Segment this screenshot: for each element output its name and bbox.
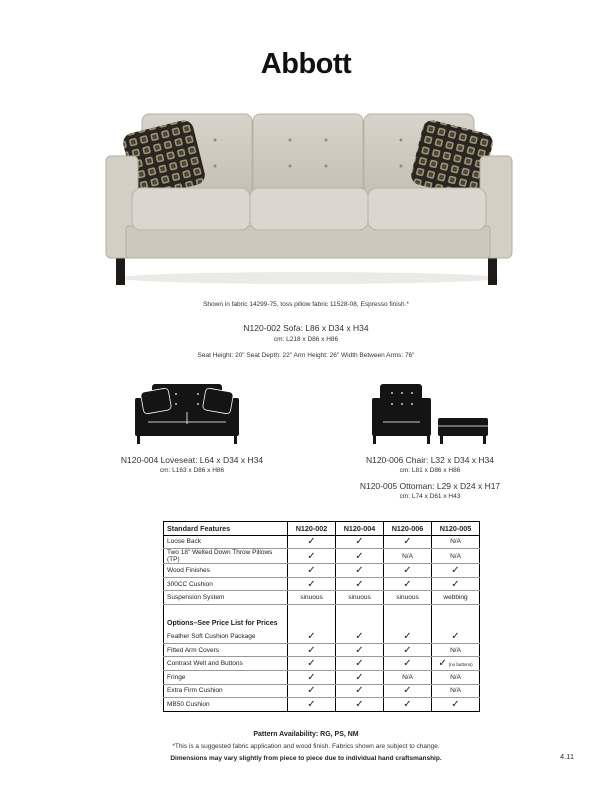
value-cell: ✓: [288, 535, 336, 549]
value-cell: ✓: [288, 698, 336, 712]
value-cell: ✓: [336, 670, 384, 684]
check-mark: ✓: [438, 658, 447, 670]
table-row: [164, 698, 480, 712]
option-label: MB50 Cushion: [164, 698, 288, 712]
feature-label: Wood Finishes: [164, 564, 288, 578]
value-cell: ✓: [336, 577, 384, 591]
value-cell: sinuous: [384, 591, 432, 605]
option-label: Contrast Welt and Buttons: [164, 657, 288, 671]
value-cell: ✓: [384, 684, 432, 698]
feature-label: Loose Back: [164, 535, 288, 549]
value-cell: ✓: [336, 684, 384, 698]
table-row: [164, 630, 480, 643]
value-cell: ✓: [288, 577, 336, 591]
options-title: Options–See Price List for Prices: [164, 618, 288, 631]
value-cell: ✓: [432, 698, 480, 712]
feature-label: Suspension System: [164, 591, 288, 605]
header-n120-002: N120-002: [288, 522, 336, 536]
value-cell: N/A: [432, 684, 480, 698]
table-header: [164, 522, 480, 536]
value-cell: ✓: [288, 630, 336, 643]
loveseat-dimensions: N120-004 Loveseat: L64 x D34 x H34: [120, 455, 264, 465]
loveseat-silhouette: [132, 382, 242, 446]
value-cell: ✓: [432, 630, 480, 643]
dimensions-note: Dimensions may vary slightly from piece to piece due to individual hand craftsmanship.: [170, 755, 442, 762]
value-cell: ✓: [384, 630, 432, 643]
sofa-cm: cm: L218 x D86 x H86: [273, 336, 339, 343]
value-cell: ✓: [288, 564, 336, 578]
pattern-availability: Pattern Availability: RG, PS, NM: [253, 731, 359, 738]
features-table: [163, 521, 480, 712]
value-cell: ✓: [384, 643, 432, 657]
value-cell: ✓: [336, 564, 384, 578]
value-cell: ✓: [336, 643, 384, 657]
table-spacer-row: [164, 604, 480, 617]
value-cell: N/A: [432, 549, 480, 564]
option-label: Fitted Arm Covers: [164, 643, 288, 657]
option-label: Feather Soft Cushion Package: [164, 630, 288, 643]
option-label: Fringe: [164, 670, 288, 684]
value-cell: ✓: [384, 564, 432, 578]
value-cell: ✓: [288, 549, 336, 564]
photo-caption: Shown in fabric 14299-75, toss pillow fabric 11528-08, Espresso finish.*: [203, 301, 409, 308]
value-cell: ✓: [384, 577, 432, 591]
page-number: 4.11: [560, 752, 575, 761]
chair-cm: cm: L81 x D86 x H86: [399, 467, 461, 474]
sofa-dimensions: N120-002 Sofa: L86 x D34 x H34: [243, 323, 369, 333]
value-cell: webbing: [432, 591, 480, 605]
seat-dimensions: Seat Height: 20" Seat Depth: 22" Arm Height: 26" Width Between Arms: 76": [197, 352, 415, 359]
value-cell: N/A: [432, 670, 480, 684]
value-cell: N/A: [384, 549, 432, 564]
chair-ottoman-silhouette: [370, 382, 490, 446]
value-cell: N/A: [432, 535, 480, 549]
value-cell: ✓: [288, 643, 336, 657]
table-row: [164, 684, 480, 698]
page-title: Abbott: [260, 48, 352, 80]
loveseat-cm: cm: L163 x D86 x H86: [159, 467, 225, 474]
sofa-image: [100, 108, 518, 290]
feature-label: 300CC Cushion: [164, 577, 288, 591]
value-cell: ✓: [336, 549, 384, 564]
value-cell: ✓: [384, 698, 432, 712]
value-cell: sinuous: [288, 591, 336, 605]
table-row: [164, 643, 480, 657]
fabric-disclaimer: *This is a suggested fabric application and wood finish. Fabrics shown are subject to change.: [172, 743, 440, 750]
table-row: [164, 549, 480, 564]
option-label: Extra Firm Cushion: [164, 684, 288, 698]
chair-dimensions: N120-006 Chair: L32 x D34 x H34: [365, 455, 495, 465]
table-row: [164, 535, 480, 549]
value-cell: ✓: [336, 535, 384, 549]
value-cell: ✓: [336, 657, 384, 671]
value-cell: ✓: [336, 698, 384, 712]
table-row: [164, 564, 480, 578]
ottoman-dimensions: N120-005 Ottoman: L29 x D24 x H17: [359, 481, 501, 491]
value-cell: ✓: [384, 535, 432, 549]
value-cell: N/A: [384, 670, 432, 684]
feature-label: Two 18" Welted Down Throw Pillows (TP): [164, 549, 288, 564]
value-cell: sinuous: [336, 591, 384, 605]
value-cell: ✓: [288, 670, 336, 684]
table-row: [164, 577, 480, 591]
header-n120-006: N120-006: [384, 522, 432, 536]
table-row: [164, 657, 480, 671]
value-cell: N/A: [432, 643, 480, 657]
value-cell: ✓: [288, 657, 336, 671]
value-cell: ✓: [288, 684, 336, 698]
value-cell: ✓: [336, 630, 384, 643]
header-n120-004: N120-004: [336, 522, 384, 536]
value-cell: ✓: [432, 564, 480, 578]
value-cell: ✓: [384, 657, 432, 671]
ottoman-cm: cm: L74 x D61 x H43: [399, 493, 461, 500]
table-row: [164, 591, 480, 605]
value-cell: ✓: [432, 577, 480, 591]
value-cell: [432, 657, 480, 671]
header-n120-005: N120-005: [432, 522, 480, 536]
options-section-row: [164, 618, 480, 631]
table-row: [164, 670, 480, 684]
header-standard-features: Standard Features: [164, 522, 288, 536]
no-buttons-note: (no buttons): [448, 662, 473, 668]
